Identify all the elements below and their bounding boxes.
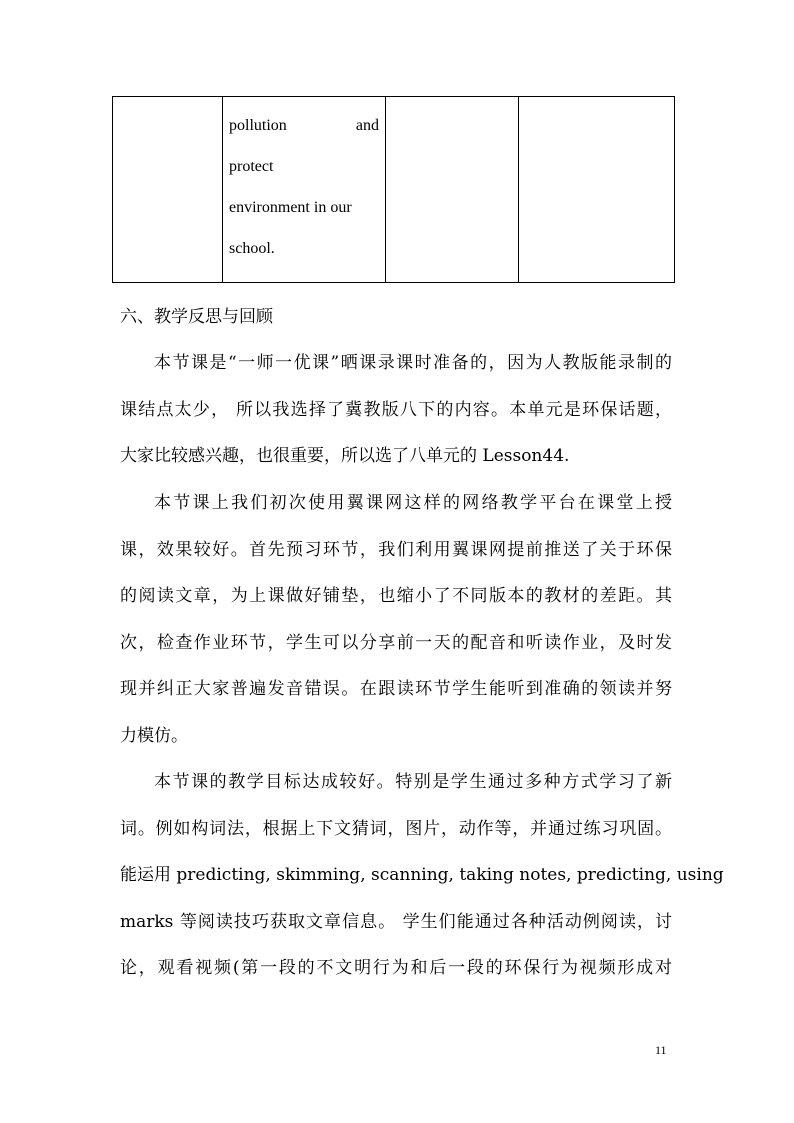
page-number: 11	[655, 1043, 667, 1057]
table-row	[113, 97, 675, 283]
table-cell-empty	[386, 97, 519, 283]
paragraph-line: 本节课是“一师一优课”晒课录课时准备的，因为人教版能录制的	[154, 353, 672, 373]
table-cell-empty	[519, 97, 675, 283]
cell-word: pollution	[229, 117, 287, 134]
cell-text	[223, 97, 385, 269]
paragraph-1	[120, 349, 672, 489]
paragraph-line: 本节课的教学目标达成较好。特别是学生通过多种方式学习了新	[154, 772, 672, 792]
paragraph-line: 能运用 predicting, skimming, scanning, taking notes, predicting, using	[120, 865, 724, 885]
paragraph-line: marks 等阅读技巧获取文章信息。 学生们能通过各种活动例阅读，讨	[120, 911, 672, 932]
paragraph-line: 课结点太少， 所以我选择了冀教版八下的内容。本单元是环保话题，	[120, 399, 672, 420]
paragraph-line: 词。例如构词法，根据上下文猜词，图片，动作等，并通过练习巩固。	[120, 818, 672, 839]
cell-line: school.	[229, 240, 275, 257]
table-cell-empty	[113, 97, 223, 283]
cell-line	[229, 105, 379, 146]
paragraph-line: 大家比较感兴趣，也很重要，所以选了八单元的 Lesson44.	[120, 446, 570, 466]
cell-line: environment in our	[229, 199, 352, 216]
paragraph-line: 课，效果较好。首先预习环节，我们利用翼课网提前推送了关于环保	[120, 539, 672, 560]
paragraph-2	[120, 489, 672, 768]
paragraph-line: 力模仿。	[120, 725, 188, 746]
cell-line: protect	[229, 158, 274, 175]
paragraph-3	[120, 768, 724, 1001]
paragraph-line: 次，检查作业环节，学生可以分享前一天的配音和听读作业，及时发	[120, 632, 672, 653]
paragraph-line: 的阅读文章，为上课做好铺垫，也缩小了不同版本的教材的差距。其	[120, 586, 672, 606]
table-cell-activity	[223, 97, 386, 283]
paragraph-line: 现并纠正大家普遍发音错误。在跟读环节学生能听到准确的领读并努	[120, 679, 672, 699]
paragraph-line: 论，观看视频(第一段的不文明行为和后一段的环保行为视频形成对	[120, 958, 672, 978]
section-heading: 六、教学反思与回顾	[120, 307, 273, 327]
cell-word: and	[355, 117, 379, 134]
paragraph-line: 本节课上我们初次使用翼课网这样的网络教学平台在课堂上授	[154, 493, 672, 513]
lesson-plan-table	[112, 96, 675, 283]
